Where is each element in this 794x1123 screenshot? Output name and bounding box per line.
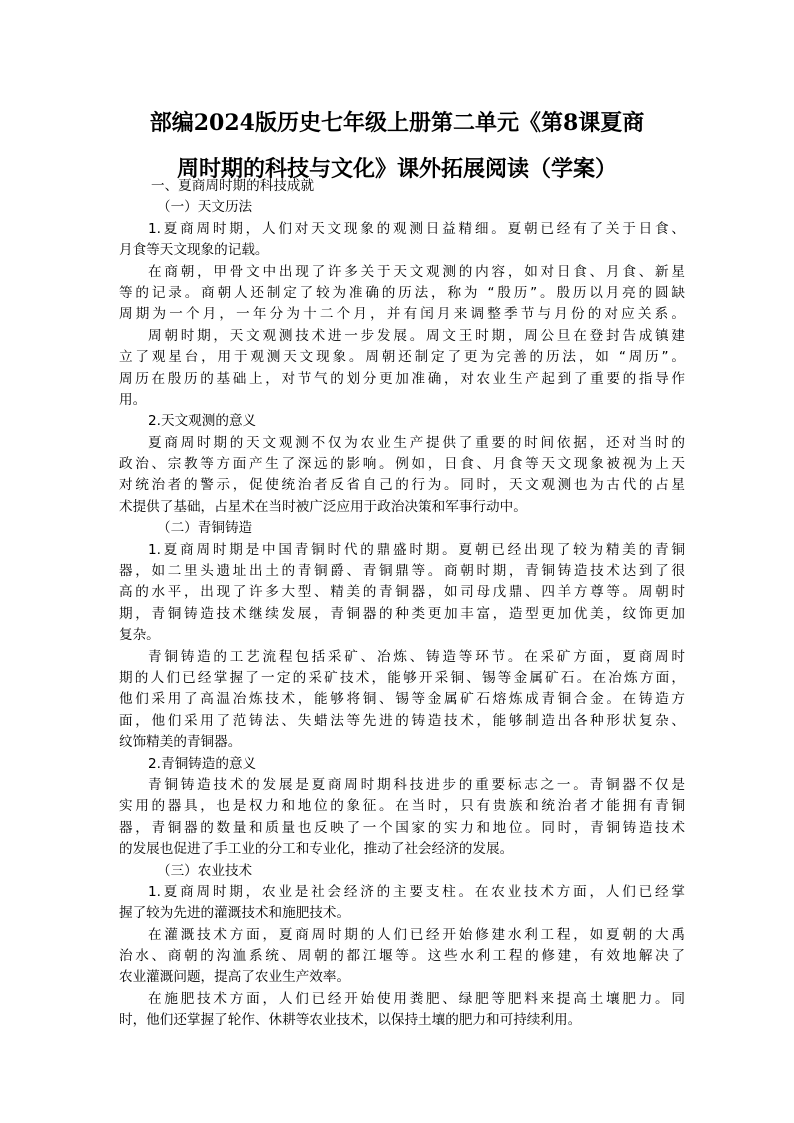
text-line: 期，青铜铸造技术继续发展，青铜器的种类更加丰富，造型更加优美，纹饰更加 xyxy=(119,605,685,622)
text-line: （三）农业技术 xyxy=(157,862,253,879)
text-line: 1.夏商周时期是中国青铜时代的鼎盛时期。夏朝已经出现了较为精美的青铜 xyxy=(148,541,685,558)
text-line: 周期为一个月，一年分为十二个月，并有闰月来调整季节与月份的对应关系。 xyxy=(119,306,685,323)
text-line: 时，他们还掌握了轮作、休耕等农业技术，以保持土壤的肥力和可持续利用。 xyxy=(119,1012,582,1029)
text-line: 在施肥技术方面，人们已经开始使用粪肥、绿肥等肥料来提高土壤肥力。同 xyxy=(148,990,685,1007)
text-line: 农业灌溉问题，提高了农业生产效率。 xyxy=(119,969,351,986)
text-line: （二）青铜铸造 xyxy=(157,520,253,537)
text-line: 握了较为先进的灌溉技术和施肥技术。 xyxy=(119,905,351,922)
text-line: 立了观星台，用于观测天文现象。周朝还制定了更为完善的历法，如 “周历”。 xyxy=(119,349,685,366)
title-line-1: 部编2024版历史七年级上册第二单元《第8课夏商 xyxy=(149,110,645,136)
text-line: 他们采用了高温冶炼技术，能够将铜、锡等金属矿石熔炼成青铜合金。在铸造方 xyxy=(119,691,685,708)
text-line: 月食等天文现象的记载。 xyxy=(119,242,269,259)
text-line: 纹饰精美的青铜器。 xyxy=(119,734,242,751)
text-line: 青铜铸造技术的发展是夏商周时期科技进步的重要标志之一。青铜器不仅是 xyxy=(148,776,685,793)
text-line: 1.夏商周时期，人们对天文现象的观测日益精细。夏朝已经有了关于日食、 xyxy=(148,220,685,237)
text-line: 周朝时期，天文观测技术进一步发展。周文王时期，周公旦在登封告成镇建 xyxy=(148,327,685,344)
text-line: 器，如二里头遗址出土的青铜爵、青铜鼎等。商朝时期，青铜铸造技术达到了很 xyxy=(119,563,685,580)
text-line: 一、夏商周时期的科技成就 xyxy=(151,178,315,194)
text-line: 周历在殷历的基础上，对节气的划分更加准确，对农业生产起到了重要的指导作 xyxy=(119,370,685,387)
text-line: 在商朝，甲骨文中出现了许多关于天文观测的内容，如对日食、月食、新星 xyxy=(148,263,685,280)
text-line: 在灌溉技术方面，夏商周时期的人们已经开始修建水利工程，如夏朝的大禹 xyxy=(148,926,685,943)
text-line: 实用的器具，也是权力和地位的象征。在当时，只有贵族和统治者才能拥有青铜 xyxy=(119,798,685,815)
text-line: 青铜铸造的工艺流程包括采矿、冶炼、铸造等环节。在采矿方面，夏商周时 xyxy=(148,648,685,665)
text-line: 器，青铜器的数量和质量也反映了一个国家的实力和地位。同时，青铜铸造技术 xyxy=(119,819,685,836)
text-line: 期的人们已经掌握了一定的采矿技术，能够开采铜、锡等金属矿石。在冶炼方面， xyxy=(119,669,685,686)
text-line: 高的水平，出现了许多大型、精美的青铜器，如司母戊鼎、四羊方尊等。周朝时 xyxy=(119,584,685,601)
text-line: （一）天文历法 xyxy=(157,199,253,216)
text-line: 2.天文观测的意义 xyxy=(148,413,257,430)
text-line: 1.夏商周时期，农业是社会经济的主要支柱。在农业技术方面，人们已经掌 xyxy=(148,883,685,900)
text-line: 面，他们采用了范铸法、失蜡法等先进的铸造技术，能够制造出各种形状复杂、 xyxy=(119,712,685,729)
text-line: 政治、宗教等方面产生了深远的影响。例如，日食、月食等天文现象被视为上天 xyxy=(119,456,685,473)
text-line: 术提供了基础，占星术在当时被广泛应用于政治决策和军事行动中。 xyxy=(119,498,527,515)
text-line: 对统治者的警示，促使统治者反省自己的行为。同时，天文观测也为古代的占星 xyxy=(119,477,685,494)
text-line: 夏商周时期的天文观测不仅为农业生产提供了重要的时间依据，还对当时的 xyxy=(148,434,685,451)
text-line: 治水、商朝的沟洫系统、周朝的都江堰等。这些水利工程的修建，有效地解决了 xyxy=(119,948,685,965)
text-line: 用。 xyxy=(119,391,147,408)
text-line: 的发展也促进了手工业的分工和专业化，推动了社会经济的发展。 xyxy=(119,841,514,858)
document-body xyxy=(119,176,685,1032)
text-line: 2.青铜铸造的意义 xyxy=(148,755,257,772)
title-line-2: 周时期的科技与文化》课外拓展阅读（学案） xyxy=(176,156,617,182)
text-line: 等的记录。商朝人还制定了较为准确的历法，称为 “殷历”。殷历以月亮的圆缺 xyxy=(119,284,685,301)
text-line: 复杂。 xyxy=(119,627,160,644)
